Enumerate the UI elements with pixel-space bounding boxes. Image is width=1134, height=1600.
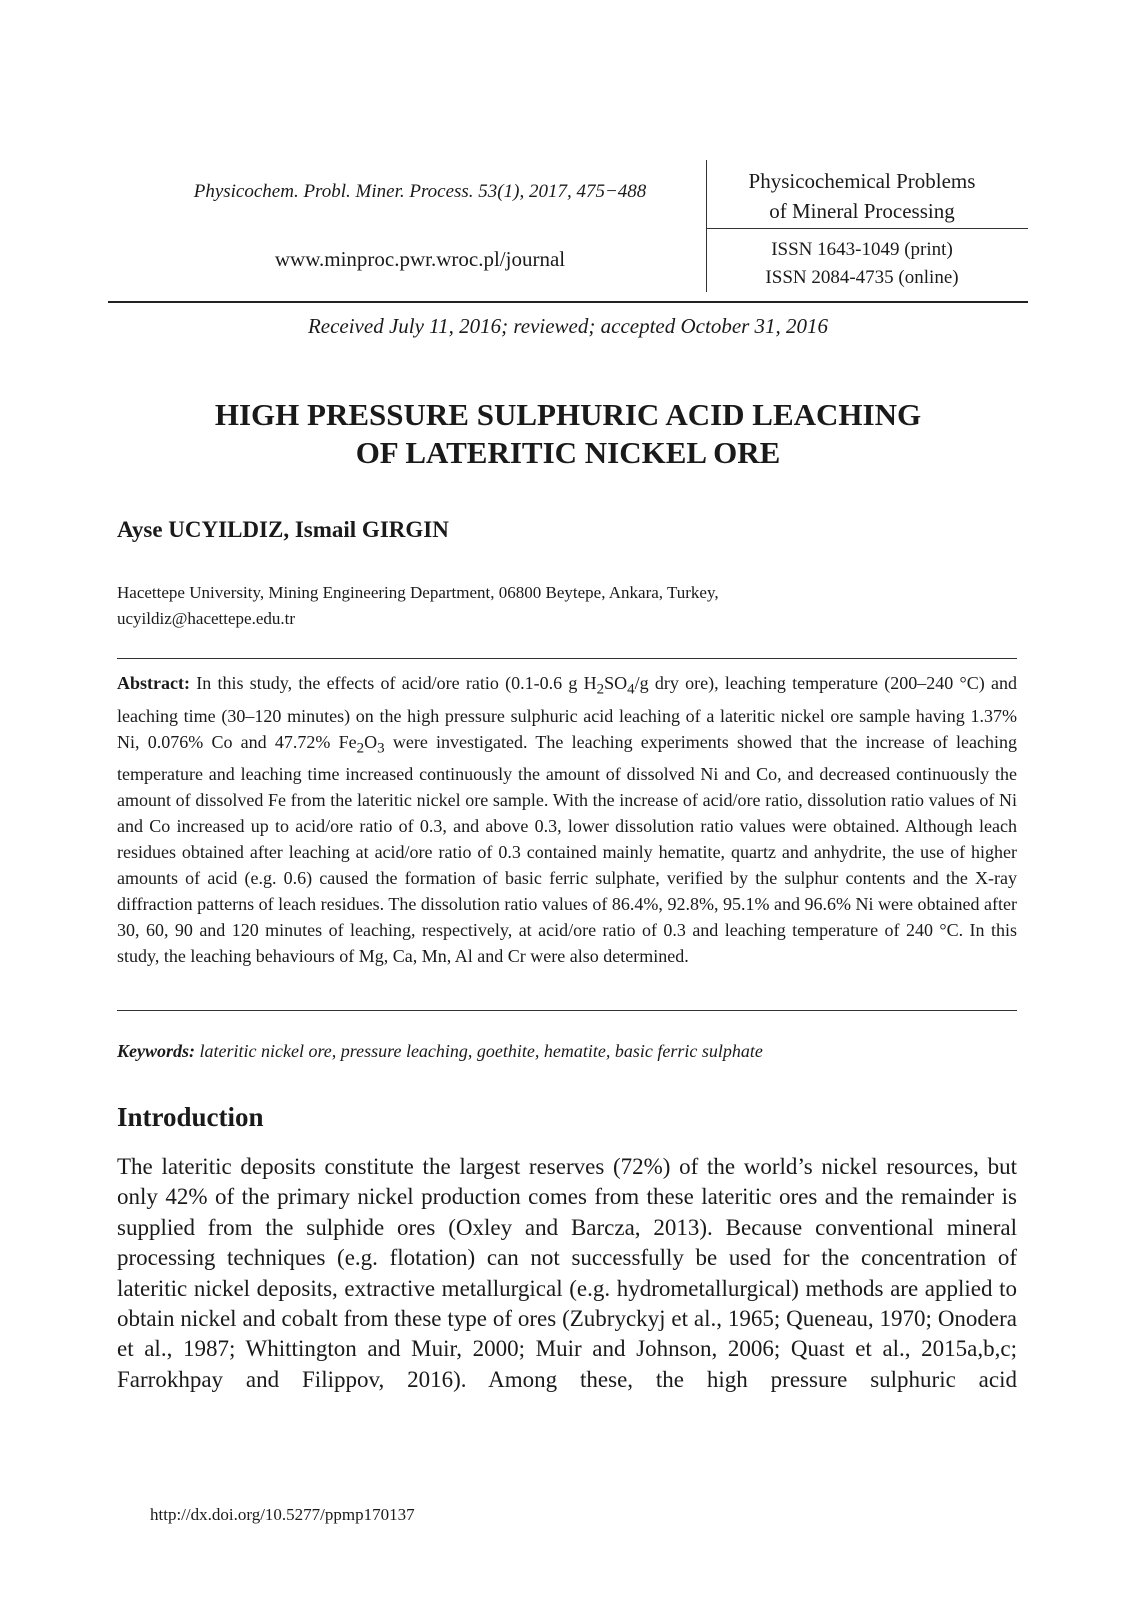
abstract-bottom-rule [117, 1010, 1017, 1011]
issn-print: ISSN 1643-1049 (print) [771, 239, 953, 260]
journal-name-line1: Physicochemical Problems [748, 169, 976, 193]
journal-name [708, 166, 1016, 226]
paper-title-line1: HIGH PRESSURE SULPHURIC ACID LEACHING [214, 397, 922, 432]
keywords-label: Keywords: [117, 1041, 195, 1061]
abstract-text-5: were investigated. The leaching experiments showed that the increase of leaching temperature and leaching time increased continuously the amount of dissolved Ni and Co, and decreased continuously the amount of dissolved Fe from the lateritic nickel ore sample. With the increase of acid/ore ratio, dissolution ratio values of Ni and Co increased up to acid/ore ratio of 0.3, and above 0.3, lower dissolution ratio values were obtained. Although leach residues obtained after leaching at acid/ore ratio of 0.3 contained mainly hematite, quartz and anhydrite, the use of higher amounts of acid (e.g. 0.6) caused the formation of basic ferric sulphate, verified by the sulphur contents and the X-ray diffraction patterns of leach residues. The dissolution ratio values of 86.4%, 92.8%, 95.1% and 96.6% Ni were obtained after 30, 60, 90 and 120 minutes of leaching, respectively, at acid/ore ratio of 0.3 and leaching temperature of 240 °C. In this study, the leaching behaviours of Mg, Ca, Mn, Al and Cr were also determined. [117, 731, 1018, 967]
section-heading-introduction: Introduction [117, 1102, 264, 1132]
paper-title [108, 396, 1028, 472]
abstract-text-3: /g dry ore), leaching temperature (200–240 °C) and leaching time (30–120 minutes) on the high pressure sulphuric acid leaching of a lateritic nickel ore sample having 1.37% Ni, 0.076% Co and 47.72% Fe [117, 673, 1017, 752]
abstract-label: Abstract: [117, 673, 190, 693]
introduction-paragraph: The lateritic deposits constitute the largest reserves (72%) of the world’s nickel resources, but only 42% of the primary nickel production comes from these lateritic ores and the remainder is supplied from the sulphide ores (Oxley and Barcza, 2013). Because conventional mineral processing techniques (e.g. flotation) can not successfully be used for the concentration of lateritic nickel deposits, extractive metallurgical (e.g. hydrometallurgical) methods are applied to obtain nickel and cobalt from these type of ores (Zubryckyj et al., 1965; Queneau, 1970; Onodera et al., 1987; Whittington and Muir, 2000; Muir and Johnson, 2006; Quast et al., 2015a,b,c; Farrokhpay and Filippov, 2016). Among these, the high pressure sulphuric acid [117, 1154, 1017, 1392]
header-vertical-divider [706, 160, 707, 292]
abstract-sub-1: 2 [596, 681, 605, 698]
abstract-text-2: SO [604, 673, 628, 693]
abstract-sub-3: 2 [356, 740, 365, 757]
authors: Ayse UCYILDIZ, Ismail GIRGIN [117, 517, 449, 542]
doi-link[interactable]: http://dx.doi.org/10.5277/ppmp170137 [150, 1505, 415, 1524]
issn-online: ISSN 2084-4735 (online) [765, 267, 959, 288]
header-rule [108, 301, 1028, 303]
abstract-text-4: O [364, 731, 378, 752]
affiliation [117, 580, 1017, 632]
journal-url: www.minproc.pwr.wroc.pl/journal [274, 247, 566, 271]
affiliation-text: Hacettepe University, Mining Engineering Department, 06800 Beytepe, Ankara, Turkey, [117, 583, 719, 602]
journal-citation: Physicochem. Probl. Miner. Process. 53(1), 2017, 475−488 [193, 181, 647, 202]
abstract-sub-2: 4 [627, 681, 635, 698]
header-right-divider [706, 228, 1028, 229]
abstract-text-1: In this study, the effects of acid/ore ratio (0.1-0.6 g H [189, 673, 597, 693]
issn-block [708, 236, 1016, 292]
journal-name-line2: of Mineral Processing [769, 199, 955, 223]
keywords [117, 1038, 1017, 1064]
received-dates: Received July 11, 2016; reviewed; accepted October 31, 2016 [307, 314, 829, 338]
abstract-top-rule [117, 658, 1017, 659]
keywords-text: lateritic nickel ore, pressure leaching, goethite, hematite, basic ferric sulphate [195, 1041, 763, 1061]
affiliation-email: ucyildiz@hacettepe.edu.tr [117, 609, 296, 628]
abstract [117, 670, 1017, 969]
abstract-sub-4: 3 [377, 740, 385, 757]
paper-title-line2: OF LATERITIC NICKEL ORE [355, 435, 781, 470]
